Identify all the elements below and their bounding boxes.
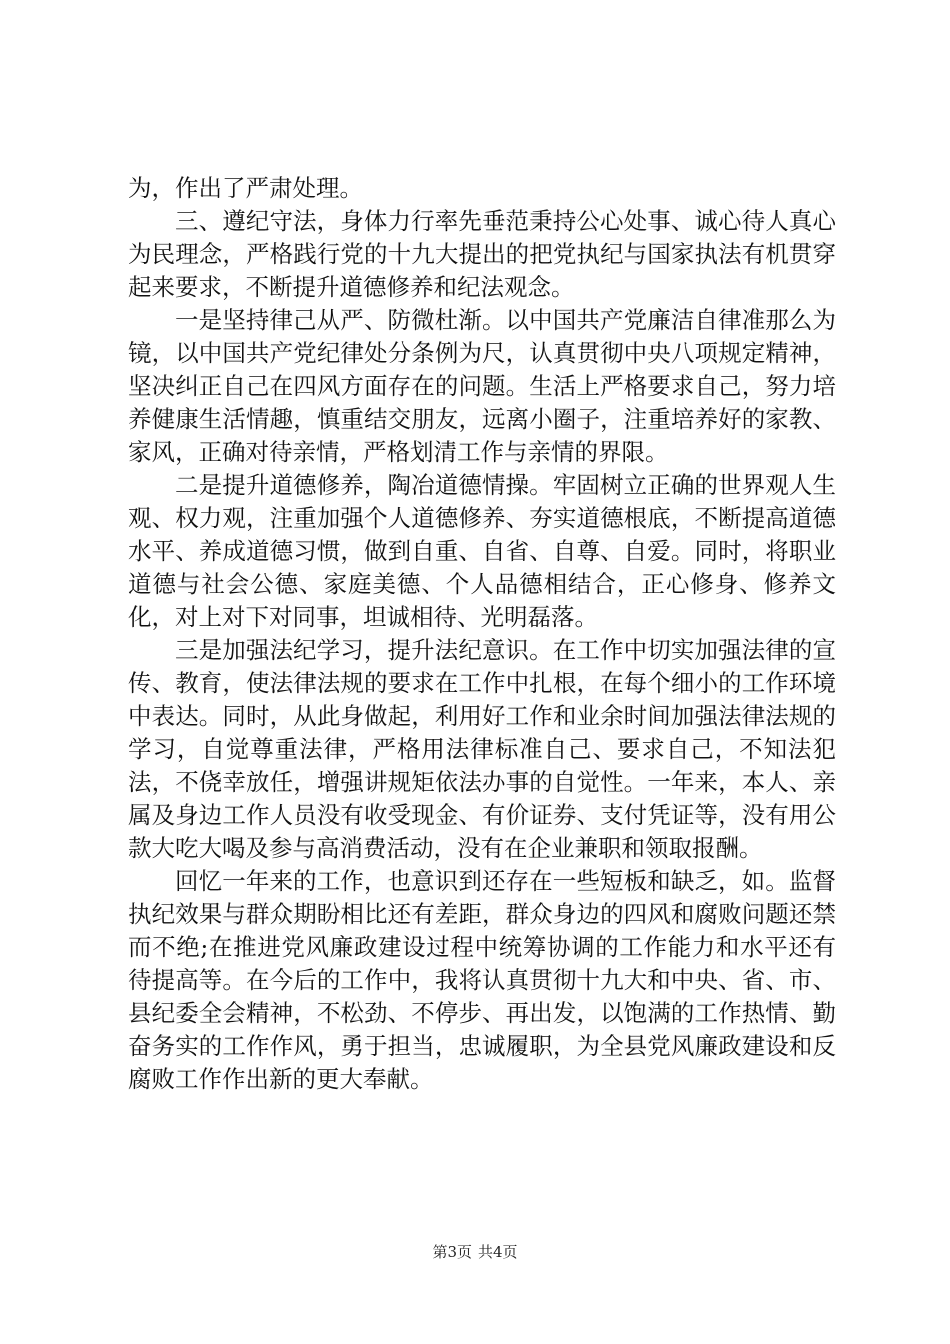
page-footer <box>0 1241 950 1262</box>
paragraph-reflection: 回忆一年来的工作，也意识到还存在一些短板和缺乏，如。监督执纪效果与群众期盼相比还有差距，群众身边的四风和腐败问题还禁而不绝;在推进党风廉政建设过程中统筹协调的工作能力和水平还有待提高等。在今后的工作中，我将认真贯彻十九大和中央、省、市、县纪委全会精神，不松劲、不停步、再出发，以饱满的工作热情、勤奋务实的工作作风，勇于担当，忠诚履职，为全县党风廉政建设和反腐败工作作出新的更大奉献。 <box>128 867 836 1093</box>
page-total: 共4页 <box>478 1243 518 1261</box>
paragraph-point-two: 二是提升道德修养，陶冶道德情操。牢固树立正确的世界观人生观、权力观，注重加强个人道德修养、夯实道德根底，不断提高道德水平、养成道德习惯，做到自重、自省、自尊、自爱。同时，将职业道德与社会公德、家庭美德、个人品德相结合，正心修身、修养文化，对上对下对同事，坦诚相待、光明磊落。 <box>128 471 836 631</box>
paragraph-section-three: 三、遵纪守法，身体力行率先垂范秉持公心处事、诚心待人真心为民理念，严格践行党的十九大提出的把党执纪与国家执法有机贯穿起来要求，不断提升道德修养和纪法观念。 <box>128 207 836 301</box>
paragraph-continuation: 为，作出了严肃处理。 <box>128 174 363 202</box>
paragraph-point-three: 三是加强法纪学习，提升法纪意识。在工作中切实加强法律的宣传、教育，使法律法规的要求在工作中扎根，在每个细小的工作环境中表达。同时，从此身做起，利用好工作和业余时间加强法律法规的学习，自觉尊重法律，严格用法律标准自己、要求自己，不知法犯法，不侥幸放任，增强讲规矩依法办事的自觉性。一年来，本人、亲属及身边工作人员没有收受现金、有价证券、支付凭证等，没有用公款大吃大喝及参与高消费活动，没有在企业兼职和领取报酬。 <box>128 636 836 862</box>
document-body <box>128 172 836 1096</box>
page-number: 第3页 <box>432 1243 472 1261</box>
paragraph-point-one: 一是坚持律己从严、防微杜渐。以中国共产党廉洁自律准那么为镜，以中国共产党纪律处分条例为尺，认真贯彻中央八项规定精神，坚决纠正自己在四风方面存在的问题。生活上严格要求自己，努力培养健康生活情趣，慎重结交朋友，远离小圈子，注重培养好的家教、家风，正确对待亲情，严格划清工作与亲情的界限。 <box>128 306 836 466</box>
